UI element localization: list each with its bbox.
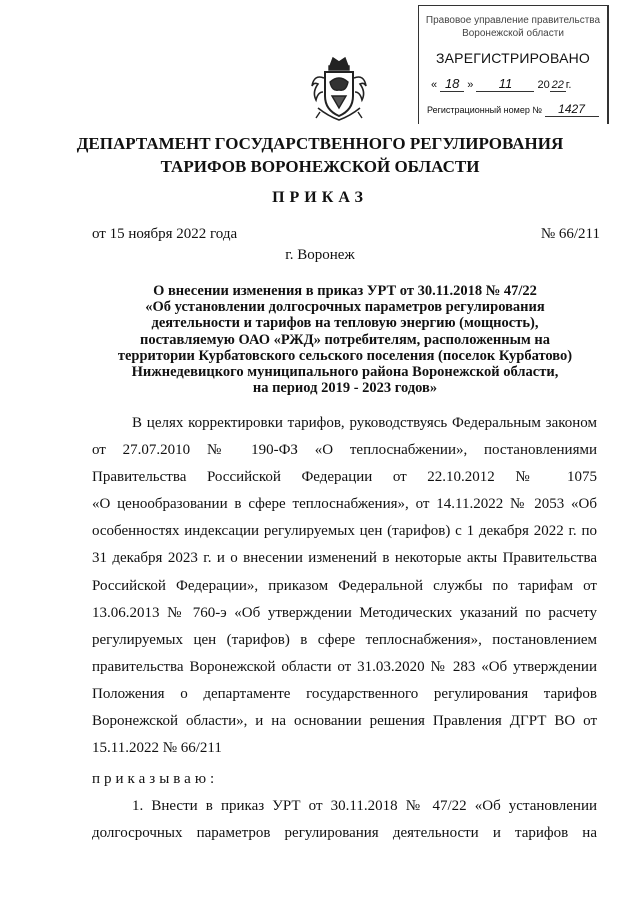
stamp-year-unit: г. [565, 79, 572, 91]
body-line: 31 декабря 2023 г. и о внесении изменений в некоторые акты Правительства [92, 550, 597, 567]
stamp-month: 11 [476, 76, 534, 92]
department-title-line2: ТАРИФОВ ВОРОНЕЖСКОЙ ОБЛАСТИ [160, 157, 480, 176]
subject-line: поставляемую ОАО «РЖД» потребителям, расположенным на [139, 331, 551, 348]
stamp-date-open-quote: « [431, 79, 438, 91]
body-line: 15.11.2022 № 66/211 [92, 740, 222, 757]
order-date: от 15 ноября 2022 года [92, 226, 238, 242]
stamp-registration-number [419, 102, 607, 117]
order-city: г. Воронеж [285, 247, 355, 263]
body-line: Воронежской области», и на основании решения Правления ДГРТ ВО от [92, 713, 597, 730]
stamp-reg-label: Регистрационный номер № [427, 105, 543, 115]
coat-of-arms-emblem [308, 52, 370, 124]
stamp-date [419, 76, 607, 92]
stamp-date-close-quote: » [467, 79, 474, 91]
body-line: 13.06.2013 № 760-э «Об утверждении Методических указаний по расчету [92, 604, 597, 621]
order-number: № 66/211 [540, 226, 600, 242]
document-type-title: ПРИКАЗ [272, 189, 368, 206]
stamp-year-prefix: 20 [537, 79, 550, 91]
body-line: Российской Федерации», приказом Федеральной службы по тарифам от [92, 577, 597, 594]
subject-line: деятельности и тарифов на тепловую энергию (мощность), [151, 315, 539, 332]
body-line: Положения о департаменте государственного регулирования тарифов [92, 685, 597, 702]
body-line: от 27.07.2010 № 190-ФЗ «О теплоснабжении», постановлениями [92, 442, 597, 459]
department-title-line1: ДЕПАРТАМЕНТ ГОСУДАРСТВЕННОГО РЕГУЛИРОВАНИЯ [76, 134, 564, 153]
decree-word: приказываю: [92, 771, 219, 788]
stamp-registered-label: ЗАРЕГИСТРИРОВАНО [435, 50, 591, 66]
stamp-year-suffix: 22 [551, 79, 564, 91]
subject-line: Нижнедевицкого муниципального района Воронежской области, [131, 364, 559, 381]
subject-line: территории Курбатовского сельского поселения (поселок Курбатово) [117, 347, 573, 364]
body-line: В целях корректировки тарифов, руководствуясь Федеральным законом [132, 415, 597, 431]
stamp-day: 18 [440, 76, 464, 92]
item-line: 1. Внести в приказ УРТ от 30.11.2018 № 47/22 «Об установлении [132, 798, 597, 815]
subject-line: О внесении изменения в приказ УРТ от 30.11.2018 № 47/22 [153, 283, 537, 299]
order-subject [85, 283, 605, 396]
subject-line: на период 2019 - 2023 годов» [252, 380, 438, 397]
stamp-reg-number: 1427 [545, 102, 599, 117]
body-line: особенностях индексации регулируемых цен (тарифов) с 1 декабря 2022 г. по [92, 523, 597, 540]
body-line: правительства Воронежской области от 31.03.2020 № 283 «Об утверждении [92, 658, 597, 675]
body-line: регулируемых цен (тарифов) в сфере теплоснабжения», постановлением [92, 631, 597, 648]
stamp-authority [419, 14, 607, 40]
department-title [60, 132, 580, 178]
body-line: «О ценообразовании в сфере теплоснабжения», от 14.11.2022 № 2053 «Об [92, 496, 597, 513]
item-line: долгосрочных параметров регулирования деятельности и тарифов на [92, 825, 597, 842]
body-line: Правительства Российской Федерации от 22.10.2012 № 1075 [92, 469, 597, 486]
registration-stamp [418, 5, 609, 124]
subject-line: «Об установлении долгосрочных параметров регулирования [145, 299, 545, 316]
stamp-authority-line2: Воронежской области [462, 28, 564, 39]
stamp-authority-line1: Правовое управление правительства [425, 15, 601, 26]
order-body [92, 410, 597, 848]
